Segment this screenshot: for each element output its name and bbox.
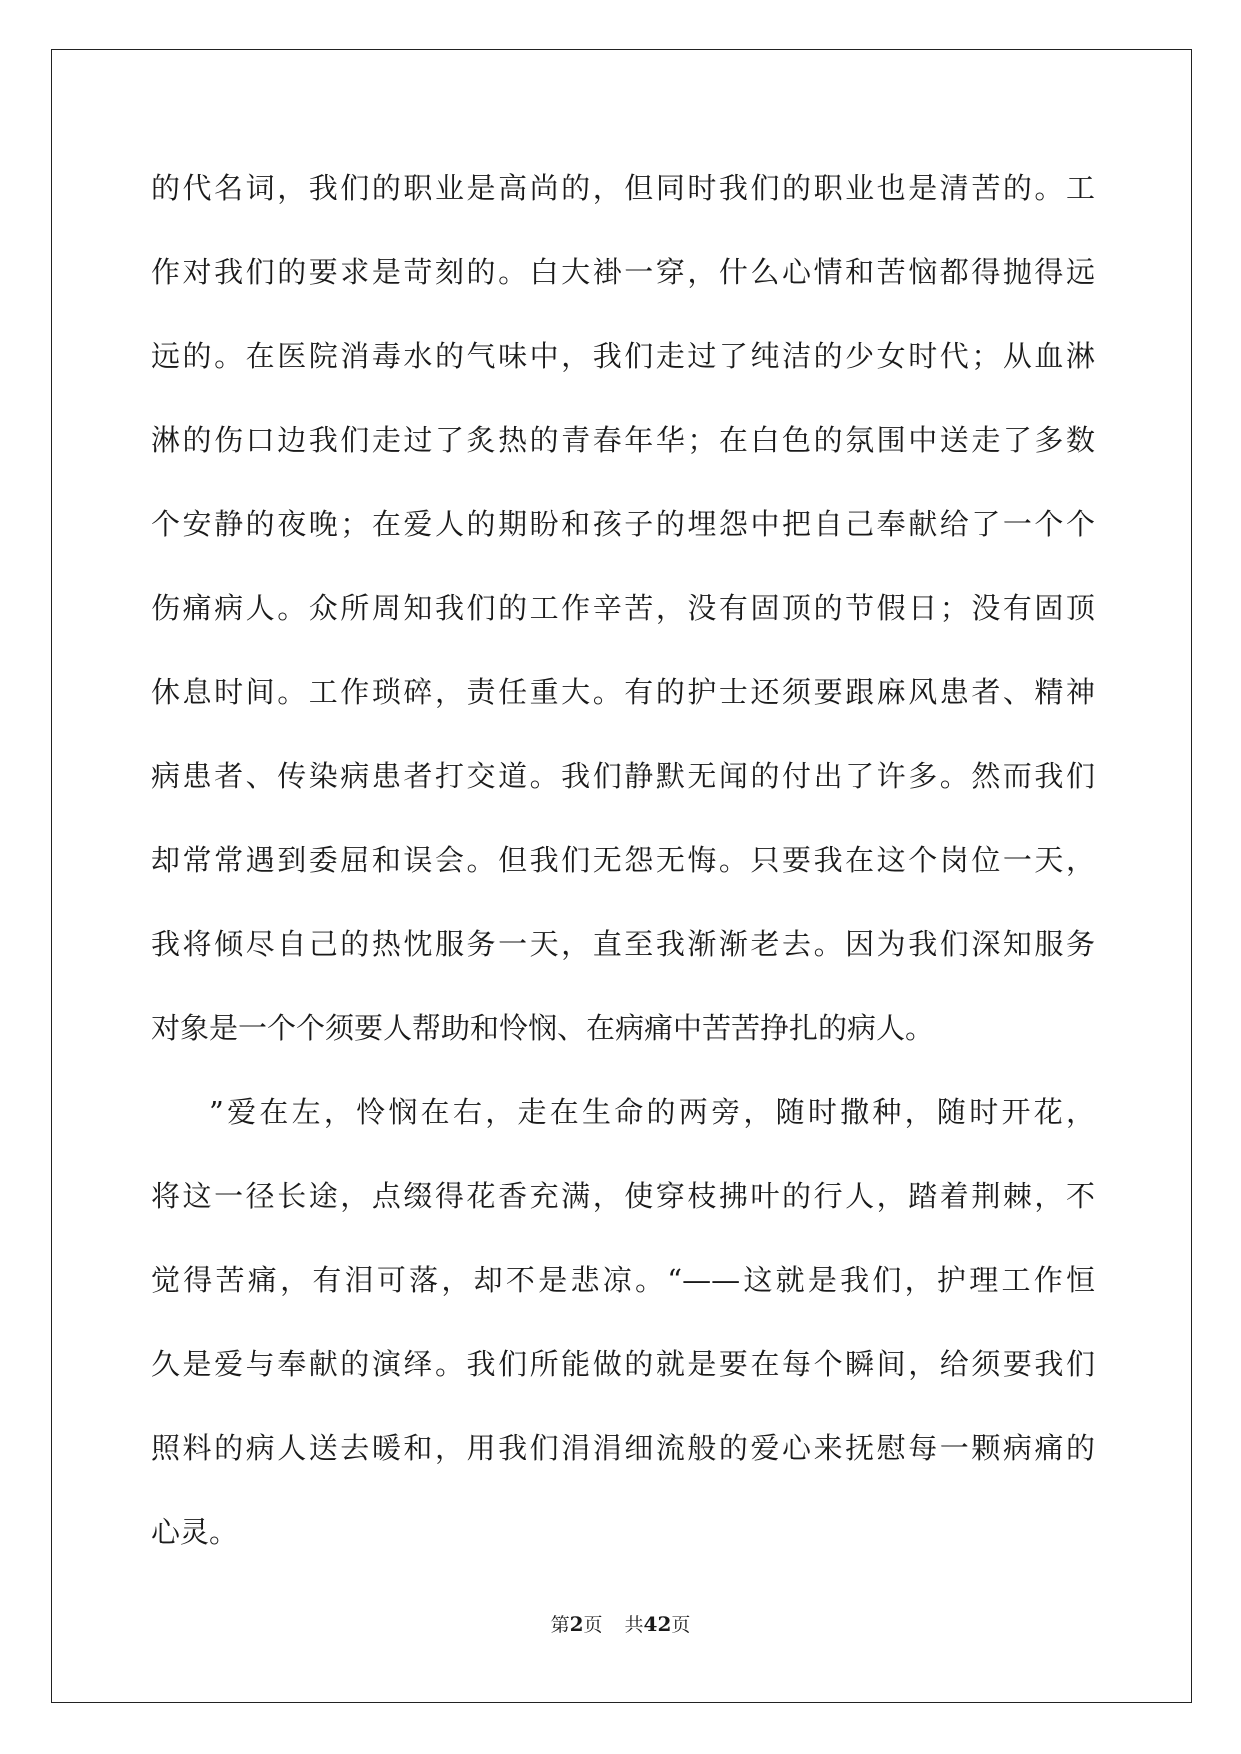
text-line: 照料的病人送去暖和，用我们涓涓细流般的爱心来抚慰每一颗病痛的 xyxy=(151,1431,1095,1465)
text-line: 作对我们的要求是苛刻的。白大褂一穿，什么心情和苦恼都得抛得远 xyxy=(151,255,1095,289)
text-line: 我将倾尽自己的热忱服务一天，直至我渐渐老去。因为我们深知服务 xyxy=(151,927,1095,961)
text-line: 休息时间。工作琐碎，责任重大。有的护士还须要跟麻风患者、精神 xyxy=(151,675,1095,709)
total-suffix: 页 xyxy=(671,1614,691,1636)
total-pages: 42 xyxy=(643,1612,672,1636)
text-line: 淋的伤口边我们走过了炙热的青春年华；在白色的氛围中送走了多数 xyxy=(151,423,1095,457)
text-line: 对象是一个个须要人帮助和怜悯、在病痛中苦苦挣扎的病人。 xyxy=(151,1011,935,1045)
text-line: 心灵。 xyxy=(151,1515,239,1549)
page-number: 2 xyxy=(569,1612,584,1636)
page-suffix: 页 xyxy=(583,1614,603,1636)
page-footer xyxy=(0,1612,1241,1637)
page-prefix: 第 xyxy=(550,1614,570,1636)
paragraph xyxy=(151,158,1095,1082)
text-line: 将这一径长途，点缀得花香充满，使穿枝拂叶的行人，踏着荆棘，不 xyxy=(151,1179,1095,1213)
text-line: 个安静的夜晚；在爱人的期盼和孩子的埋怨中把自己奉献给了一个个 xyxy=(151,507,1095,541)
text-line: 的代名词，我们的职业是高尚的，但同时我们的职业也是清苦的。工 xyxy=(151,171,1095,205)
paragraph xyxy=(151,1082,1095,1586)
text-line: 远的。在医院消毒水的气味中，我们走过了纯洁的少女时代；从血淋 xyxy=(151,339,1095,373)
text-line: 伤痛病人。众所周知我们的工作辛苦，没有固顶的节假日；没有固顶 xyxy=(151,591,1095,625)
text-line: 觉得苦痛，有泪可落，却不是悲凉。“——这就是我们，护理工作恒 xyxy=(151,1263,1095,1297)
total-prefix: 共 xyxy=(624,1614,644,1636)
text-line: 病患者、传染病患者打交道。我们静默无闻的付出了许多。然而我们 xyxy=(151,759,1095,793)
text-line: 却常常遇到委屈和误会。但我们无怨无悔。只要我在这个岗位一天， xyxy=(151,843,1095,877)
text-line: ”爱在左，怜悯在右，走在生命的两旁，随时撒种，随时开花， xyxy=(209,1095,1095,1129)
text-line: 久是爱与奉献的演绎。我们所能做的就是要在每个瞬间，给须要我们 xyxy=(151,1347,1095,1381)
document-body xyxy=(151,158,1095,1586)
